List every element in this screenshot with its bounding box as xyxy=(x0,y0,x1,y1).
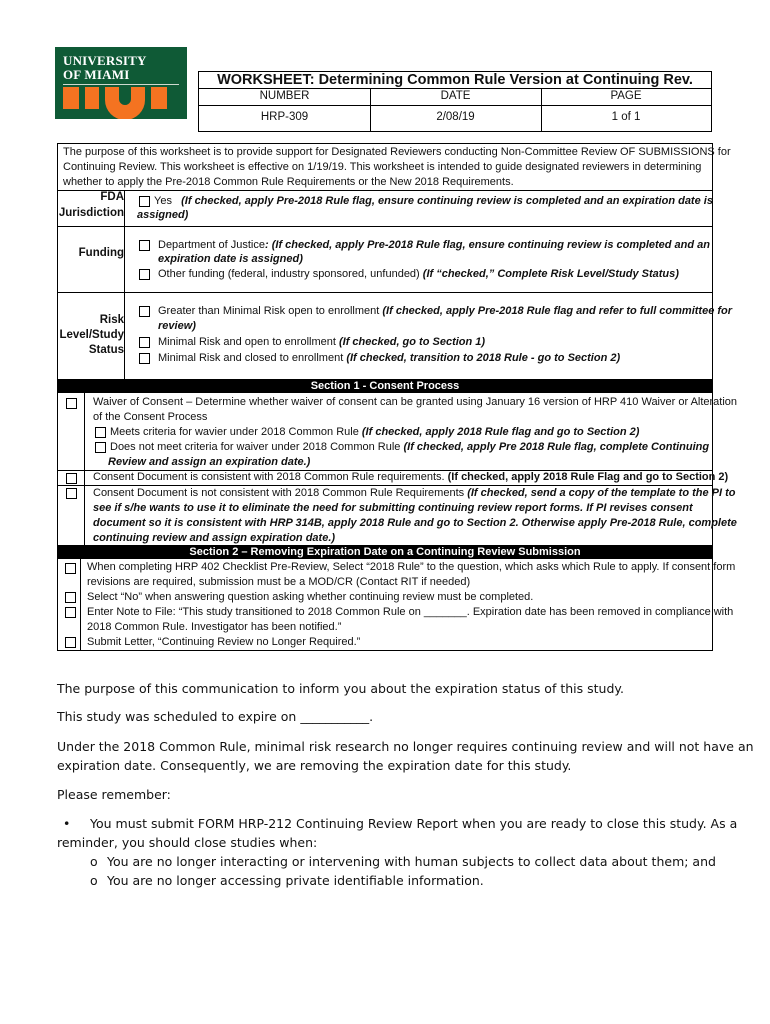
bullet-icon: • xyxy=(63,816,71,831)
note-to-file-checkbox[interactable] xyxy=(65,607,76,618)
bullet-text: You must submit FORM HRP-212 Continuing Review Report when you are ready to close this study. As a xyxy=(90,816,738,831)
consent-consistent-checkbox[interactable] xyxy=(66,473,77,484)
not-meet-criteria-checkbox[interactable] xyxy=(95,442,106,453)
logo-line-1: UNIVERSITY xyxy=(63,53,147,68)
not-meet-criteria-note: (If checked, apply Pre 2018 Rule flag, complete Continuing xyxy=(403,441,710,453)
consent-not-consistent-label: Consent Document is not consistent with 2018 Common Rule Requirements xyxy=(93,487,468,499)
purpose-line-1: The purpose of this worksheet is to provide support for Designated Reviewers conducting Non-Committee Review OF SUBMISSIONS for xyxy=(63,146,731,158)
other-funding-label: Other funding (federal, industry sponsored, unfunded) xyxy=(158,268,423,280)
greater-risk-label: Greater than Minimal Risk open to enrollment xyxy=(158,305,383,317)
minimal-open-label: Minimal Risk and open to enrollment xyxy=(158,336,339,348)
risk-label-3: Status xyxy=(88,344,124,356)
submit-letter-text: Submit Letter, “Continuing Review no Longer Required.” xyxy=(87,636,361,648)
hrp402-checkbox[interactable] xyxy=(65,563,76,574)
consent-not-consistent-note-2: see if s/he wants to use it to eliminate the need for submitting continuing review report forms. If PI revises consent xyxy=(93,502,693,514)
date-header: DATE xyxy=(440,90,471,102)
letter-paragraph-3: Under the 2018 Common Rule, minimal risk research no longer requires continuing review and will not have an xyxy=(57,739,754,754)
hrp402-text-2: revisions are required, submission must be a MOD/CR (Contact RIT if needed) xyxy=(87,576,471,588)
sub-bullet-icon-2: o xyxy=(90,873,98,888)
waiver-checkbox[interactable] xyxy=(66,398,77,409)
minimal-closed-note: (If checked, transition to 2018 Rule - go to Section 2) xyxy=(346,352,621,364)
letter-paragraph-2: This study was scheduled to expire on ___________. xyxy=(57,709,374,724)
bullet-text-2: reminder, you should close studies when: xyxy=(57,835,318,850)
page-header: PAGE xyxy=(610,90,642,102)
minimal-open-note: (If checked, go to Section 1) xyxy=(338,336,486,348)
sub-bullet-2: You are no longer accessing private identifiable information. xyxy=(107,873,484,888)
consent-not-consistent-note: (If checked, send a copy of the template to the PI to xyxy=(467,487,736,499)
funding-label: Funding xyxy=(78,247,124,259)
greater-risk-note-2: review) xyxy=(158,320,196,332)
fda-note-2: assigned) xyxy=(137,209,189,221)
meets-criteria-note: (If checked, apply 2018 Rule flag and go to Section 2) xyxy=(361,426,640,438)
number-value: HRP-309 xyxy=(260,111,309,123)
note-to-file-text-2: 2018 Common Rule. Investigator has been notified.” xyxy=(87,621,342,633)
meets-criteria-label: Meets criteria for wavier under 2018 Common Rule xyxy=(110,426,362,438)
sub-bullet-1: You are no longer interacting or intervening with human subjects to collect data about them; and xyxy=(107,854,716,869)
university-of-miami-logo xyxy=(55,47,187,119)
minimal-open-checkbox[interactable] xyxy=(139,337,150,348)
number-header: NUMBER xyxy=(259,90,310,102)
greater-risk-checkbox[interactable] xyxy=(139,306,150,317)
select-no-checkbox[interactable] xyxy=(65,592,76,603)
purpose-line-3: whether to apply the Pre-2018 Common Rule Requirements or the New 2018 Requirements. xyxy=(63,176,514,188)
waiver-text: Waiver of Consent – Determine whether waiver of consent can be granted using January 16 version of HRP 410 Waiver or Alteration xyxy=(93,396,738,408)
doj-note-2: expiration date is assigned) xyxy=(158,253,303,265)
letter-paragraph-3-line-2: expiration date. Consequently, we are removing the expiration date for this study. xyxy=(57,758,572,773)
other-funding-checkbox[interactable] xyxy=(139,269,150,280)
u-logo-icon xyxy=(55,47,187,119)
fda-note: (If checked, apply Pre-2018 Rule flag, ensure continuing review is completed and an expiration date is xyxy=(181,195,713,207)
not-meet-criteria-note-2: Review and assign an expiration date.) xyxy=(108,456,311,468)
note-to-file-text: Enter Note to File: “This study transitioned to 2018 Common Rule on _______. Expiration date has been removed in compliance with xyxy=(87,606,734,618)
greater-risk-note: (If checked, apply Pre-2018 Rule flag and refer to full committee for xyxy=(382,305,733,317)
fda-label: FDA xyxy=(100,191,124,203)
fda-yes-checkbox[interactable] xyxy=(139,196,150,207)
purpose-line-2: Continuing Review. This worksheet is effective on 1/19/19. This worksheet is intended to guide designated reviewers in determining xyxy=(63,161,702,173)
minimal-closed-label: Minimal Risk and closed to enrollment xyxy=(158,352,347,364)
hrp402-text: When completing HRP 402 Checklist Pre-Review, Select “2018 Rule” to the question, which asks which Rule to apply. If consent form xyxy=(87,561,736,573)
consent-not-consistent-note-4: continuing review and assign expiration date.) xyxy=(93,532,336,544)
select-no-text: Select “No” when answering question asking whether continuing review must be completed. xyxy=(87,591,534,603)
doj-checkbox[interactable] xyxy=(139,240,150,251)
doj-note: : (If checked, apply Pre-2018 Rule flag, ensure continuing review is completed and an xyxy=(265,239,711,251)
date-value: 2/08/19 xyxy=(436,111,475,123)
consent-not-consistent-note-3: document so it is consistent with HRP 314B, apply 2018 Rule and go to Section 2. Otherwise apply Pre-2018 Rule, complete xyxy=(93,517,737,529)
other-funding-note: (If “checked,” Complete Risk Level/Study Status) xyxy=(422,268,679,280)
consent-consistent-note: (If checked, apply 2018 Rule Flag and go to Section 2) xyxy=(447,471,729,483)
risk-label-1: Risk xyxy=(99,314,124,326)
consent-consistent-label: Consent Document is consistent with 2018 Common Rule requirements. xyxy=(93,471,448,483)
page-value: 1 of 1 xyxy=(611,111,641,123)
meets-criteria-checkbox[interactable] xyxy=(95,427,106,438)
worksheet-title: WORKSHEET: Determining Common Rule Version at Continuing Rev. xyxy=(199,72,711,89)
fda-label-2: Jurisdiction xyxy=(58,207,124,219)
submit-letter-checkbox[interactable] xyxy=(65,637,76,648)
not-meet-criteria-label: Does not meet criteria for waiver under 2018 Common Rule xyxy=(110,441,404,453)
minimal-closed-checkbox[interactable] xyxy=(139,353,150,364)
waiver-text-2: of the Consent Process xyxy=(93,411,208,423)
section-1-header: Section 1 - Consent Process xyxy=(58,379,712,393)
sub-bullet-icon-1: o xyxy=(90,854,98,869)
risk-label-2: Level/Study xyxy=(59,329,124,341)
worksheet-header xyxy=(198,71,712,132)
letter-paragraph-1: The purpose of this communication to inform you about the expiration status of this study. xyxy=(57,681,624,696)
section-2-header: Section 2 – Removing Expiration Date on a Continuing Review Submission xyxy=(58,545,712,559)
doj-label: Department of Justice xyxy=(158,239,265,251)
logo-line-2: OF MIAMI xyxy=(63,67,130,82)
consent-not-consistent-checkbox[interactable] xyxy=(66,488,77,499)
letter-paragraph-4: Please remember: xyxy=(57,787,171,802)
fda-yes-label: Yes xyxy=(154,195,172,207)
